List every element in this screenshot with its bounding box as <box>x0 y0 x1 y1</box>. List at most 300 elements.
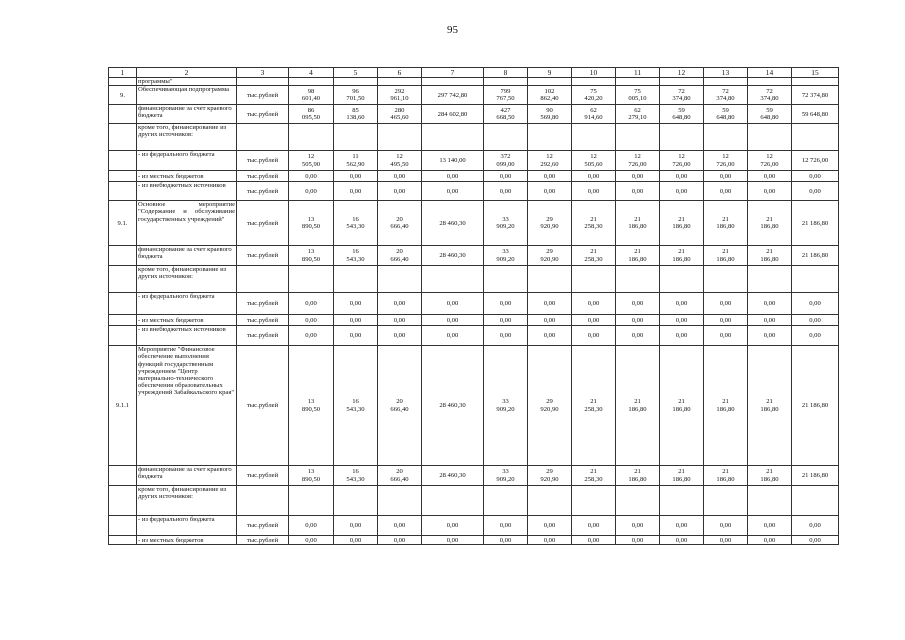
row-name: Основное мероприятие "Содержание и обслуживание государственных учреждений" <box>137 201 237 246</box>
value-pair <box>672 153 690 168</box>
value-cell <box>748 246 792 266</box>
value-part: 21 <box>722 398 729 406</box>
value-part: 21 <box>590 215 597 223</box>
value-part: 258,30 <box>584 475 603 483</box>
row-number <box>109 171 137 182</box>
value-part: 186,80 <box>716 223 735 231</box>
value-part: 59 <box>766 106 773 114</box>
value-pair <box>390 88 408 103</box>
column-number: 13 <box>704 68 748 78</box>
value-cell: 21 186,80 <box>792 246 839 266</box>
value-cell: 0,00 <box>422 315 484 326</box>
value-cell: 0,00 <box>422 171 484 182</box>
value-pair <box>584 107 602 122</box>
value-part: 33 <box>502 468 509 476</box>
value-cell: 0,00 <box>378 182 422 201</box>
value-pair <box>540 153 558 168</box>
value-cell <box>528 105 572 124</box>
value-part: 666,40 <box>390 405 409 413</box>
value-cell: 0,00 <box>660 171 704 182</box>
value-cell <box>484 124 528 151</box>
value-cell <box>704 151 748 171</box>
value-pair <box>716 88 734 103</box>
value-pair <box>540 107 558 122</box>
value-cell <box>422 486 484 516</box>
value-part: 12 <box>590 153 597 161</box>
value-cell <box>748 346 792 466</box>
column-number: 10 <box>572 68 616 78</box>
value-part: 920,90 <box>540 475 559 483</box>
row-number <box>109 486 137 516</box>
value-part: 13 <box>307 248 315 256</box>
value-cell <box>289 105 334 124</box>
value-part: 258,30 <box>584 255 603 263</box>
column-number: 9 <box>528 68 572 78</box>
value-part: 648,80 <box>716 114 735 122</box>
row-unit: тыс.рублей <box>237 315 289 326</box>
value-part: 12 <box>766 153 773 161</box>
value-part: 186,80 <box>716 255 735 263</box>
value-pair <box>302 107 320 122</box>
row-name: кроме того, финансирование из других источников: <box>137 486 237 516</box>
value-part: 29 <box>546 248 553 256</box>
value-cell: 0,00 <box>704 293 748 315</box>
row-number <box>109 151 137 171</box>
value-pair <box>302 468 320 483</box>
value-cell <box>748 201 792 246</box>
value-pair <box>760 88 778 103</box>
value-cell: 0,00 <box>484 516 528 536</box>
row-name: финансирование за счет краевого бюджета <box>137 466 237 486</box>
row-name: - из федерального бюджета <box>137 516 237 536</box>
value-pair <box>584 468 602 483</box>
page-number: 95 <box>447 24 458 36</box>
value-part: 75 <box>634 87 641 95</box>
table-row <box>109 346 839 466</box>
value-cell <box>289 124 334 151</box>
value-part: 59 <box>722 106 729 114</box>
value-pair <box>716 398 734 413</box>
value-cell: 0,00 <box>616 326 660 346</box>
value-cell: 0,00 <box>289 536 334 545</box>
value-cell: 0,00 <box>484 315 528 326</box>
value-cell <box>748 466 792 486</box>
row-name: Обеспечивающая подпрограмма <box>137 86 237 105</box>
value-pair <box>496 248 514 263</box>
value-part: 29 <box>546 398 553 406</box>
value-part: 21 <box>634 248 641 256</box>
value-part: 21 <box>766 468 773 476</box>
value-part: 33 <box>502 248 509 256</box>
value-cell: 0,00 <box>334 326 378 346</box>
value-pair <box>346 248 364 263</box>
value-part: 12 <box>722 153 729 161</box>
value-part: 21 <box>634 468 641 476</box>
value-cell <box>704 124 748 151</box>
value-part: 909,20 <box>496 405 515 413</box>
value-part: 374,80 <box>716 95 735 103</box>
table-row <box>109 315 839 326</box>
column-number: 7 <box>422 68 484 78</box>
value-cell: 72 374,80 <box>792 86 839 105</box>
value-cell <box>289 86 334 105</box>
value-cell <box>792 78 839 86</box>
value-cell <box>616 105 660 124</box>
value-cell <box>572 105 616 124</box>
value-part: 186,80 <box>716 475 735 483</box>
value-pair <box>584 398 602 413</box>
value-part: 495,50 <box>390 160 409 168</box>
value-part: 374,80 <box>760 95 779 103</box>
value-cell <box>572 151 616 171</box>
value-pair <box>760 248 778 263</box>
value-cell: 0,00 <box>572 326 616 346</box>
column-number-row <box>109 68 839 78</box>
value-part: 890,50 <box>301 255 321 263</box>
value-pair <box>760 107 778 122</box>
value-part: 16 <box>352 468 359 476</box>
value-cell <box>704 105 748 124</box>
value-cell <box>660 151 704 171</box>
value-part: 12 <box>634 153 641 161</box>
value-cell <box>378 201 422 246</box>
value-cell <box>334 78 378 86</box>
value-part: 186,80 <box>760 475 779 483</box>
value-pair <box>628 248 646 263</box>
value-part: 20 <box>396 468 403 476</box>
value-part: 21 <box>722 468 729 476</box>
value-part: 29 <box>546 215 553 223</box>
value-cell: 0,00 <box>792 293 839 315</box>
value-pair <box>584 248 602 263</box>
value-part: 726,00 <box>628 160 647 168</box>
value-cell <box>334 86 378 105</box>
value-part: 21 <box>634 215 641 223</box>
row-name: Мероприятие "Финансовое обеспечение выполнения функций государственным учреждением "Центр материально-технического обеспечения образовательных учреждений Забайкальского края" <box>137 346 237 466</box>
value-cell <box>334 486 378 516</box>
value-cell: 0,00 <box>748 536 792 545</box>
value-cell: 0,00 <box>792 516 839 536</box>
value-cell: 0,00 <box>572 516 616 536</box>
value-cell <box>704 201 748 246</box>
value-cell <box>528 346 572 466</box>
value-pair <box>628 216 646 231</box>
value-part: 85 <box>352 106 359 114</box>
value-cell: 28 460,30 <box>422 201 484 246</box>
value-part: 186,80 <box>760 405 779 413</box>
value-cell <box>484 105 528 124</box>
value-cell <box>289 466 334 486</box>
value-part: 21 <box>678 398 685 406</box>
table-row <box>109 466 839 486</box>
value-pair <box>390 248 408 263</box>
row-number <box>109 315 137 326</box>
row-unit: тыс.рублей <box>237 171 289 182</box>
value-part: 862,40 <box>540 95 559 103</box>
value-part: 666,40 <box>390 475 409 483</box>
value-part: 186,80 <box>672 255 691 263</box>
value-part: 569,80 <box>540 114 559 122</box>
value-part: 909,20 <box>496 223 515 231</box>
value-part: 961,10 <box>390 95 409 103</box>
value-cell <box>334 466 378 486</box>
row-unit: тыс.рублей <box>237 326 289 346</box>
value-cell <box>616 246 660 266</box>
value-cell: 0,00 <box>422 536 484 545</box>
value-cell <box>660 346 704 466</box>
value-part: 186,80 <box>628 223 647 231</box>
value-pair <box>496 468 514 483</box>
value-part: 16 <box>352 398 359 406</box>
value-cell: 0,00 <box>289 293 334 315</box>
row-number: 9.1. <box>109 201 137 246</box>
value-part: 726,00 <box>716 160 735 168</box>
value-pair <box>628 153 646 168</box>
value-pair <box>496 88 514 103</box>
value-part: 21 <box>766 248 773 256</box>
value-part: 138,60 <box>346 114 365 122</box>
value-part: 72 <box>722 87 729 95</box>
value-part: 427 <box>500 106 511 114</box>
value-cell: 0,00 <box>704 315 748 326</box>
value-part: 279,10 <box>628 114 647 122</box>
row-unit <box>237 78 289 86</box>
value-part: 13 <box>307 398 315 406</box>
table-row <box>109 182 839 201</box>
value-part: 20 <box>396 248 403 256</box>
row-number <box>109 105 137 124</box>
column-number: 5 <box>334 68 378 78</box>
value-part: 505,90 <box>301 160 321 168</box>
value-cell <box>484 151 528 171</box>
value-part: 543,30 <box>346 405 365 413</box>
value-cell: 0,00 <box>378 171 422 182</box>
row-unit: тыс.рублей <box>237 105 289 124</box>
value-cell <box>572 466 616 486</box>
value-cell: 0,00 <box>334 171 378 182</box>
value-cell: 13 140,00 <box>422 151 484 171</box>
value-cell: 0,00 <box>660 182 704 201</box>
row-unit: тыс.рублей <box>237 293 289 315</box>
value-cell: 59 648,80 <box>792 105 839 124</box>
value-cell <box>378 151 422 171</box>
value-part: 601,40 <box>301 95 321 103</box>
value-cell: 0,00 <box>422 293 484 315</box>
row-number: 9. <box>109 86 137 105</box>
row-number <box>109 516 137 536</box>
value-cell <box>572 266 616 293</box>
row-number <box>109 182 137 201</box>
table-row <box>109 151 839 171</box>
value-part: 21 <box>766 398 773 406</box>
column-number: 3 <box>237 68 289 78</box>
value-part: 16 <box>352 215 359 223</box>
value-cell: 0,00 <box>528 315 572 326</box>
value-part: 72 <box>766 87 773 95</box>
value-pair <box>346 468 364 483</box>
value-pair <box>716 468 734 483</box>
value-pair <box>390 107 408 122</box>
value-cell: 0,00 <box>660 293 704 315</box>
value-cell: 0,00 <box>289 516 334 536</box>
value-cell: 0,00 <box>289 182 334 201</box>
value-part: 258,30 <box>584 223 603 231</box>
value-pair <box>760 398 778 413</box>
value-cell <box>484 346 528 466</box>
value-cell <box>334 346 378 466</box>
value-cell: 0,00 <box>528 293 572 315</box>
value-pair <box>496 153 514 168</box>
value-cell: 0,00 <box>572 536 616 545</box>
value-cell: 0,00 <box>704 536 748 545</box>
value-cell: 0,00 <box>378 516 422 536</box>
value-cell <box>334 201 378 246</box>
value-cell: 0,00 <box>792 315 839 326</box>
value-part: 20 <box>396 398 403 406</box>
value-part: 914,60 <box>584 114 603 122</box>
value-cell <box>748 86 792 105</box>
value-part: 72 <box>678 87 685 95</box>
value-cell: 21 186,80 <box>792 201 839 246</box>
column-number: 2 <box>137 68 237 78</box>
value-part: 98 <box>307 87 315 95</box>
value-pair <box>390 468 408 483</box>
value-cell <box>378 346 422 466</box>
value-cell <box>289 246 334 266</box>
table-row <box>109 171 839 182</box>
column-number: 11 <box>616 68 660 78</box>
value-part: 543,30 <box>346 475 365 483</box>
value-part: 920,90 <box>540 255 559 263</box>
value-pair <box>496 216 514 231</box>
value-cell <box>616 151 660 171</box>
value-part: 668,50 <box>496 114 515 122</box>
value-part: 005,10 <box>628 95 647 103</box>
value-cell: 0,00 <box>616 516 660 536</box>
table-row <box>109 293 839 315</box>
row-number <box>109 536 137 545</box>
row-name: кроме того, финансирование из других источников: <box>137 266 237 293</box>
value-part: 11 <box>352 153 359 161</box>
value-pair <box>302 88 320 103</box>
table-row <box>109 266 839 293</box>
row-number <box>109 266 137 293</box>
table-row <box>109 78 839 86</box>
value-cell <box>378 78 422 86</box>
value-part: 701,50 <box>346 95 365 103</box>
table-row <box>109 516 839 536</box>
row-number <box>109 78 137 86</box>
value-pair <box>760 216 778 231</box>
value-part: 13 <box>307 468 315 476</box>
value-cell <box>528 266 572 293</box>
value-part: 543,30 <box>346 255 365 263</box>
value-part: 21 <box>590 468 597 476</box>
value-part: 102 <box>544 87 555 95</box>
row-name: - из федерального бюджета <box>137 293 237 315</box>
value-cell <box>704 266 748 293</box>
value-cell: 0,00 <box>748 326 792 346</box>
value-part: 186,80 <box>628 405 647 413</box>
value-cell <box>616 78 660 86</box>
value-part: 890,50 <box>301 405 321 413</box>
value-cell: 0,00 <box>748 516 792 536</box>
column-number: 4 <box>289 68 334 78</box>
value-part: 095,50 <box>301 114 321 122</box>
value-cell <box>334 246 378 266</box>
value-pair <box>628 398 646 413</box>
value-cell: 0,00 <box>792 182 839 201</box>
value-part: 62 <box>590 106 597 114</box>
value-cell <box>660 78 704 86</box>
value-pair <box>716 153 734 168</box>
value-cell: 0,00 <box>572 293 616 315</box>
value-cell <box>616 124 660 151</box>
value-pair <box>672 398 690 413</box>
row-unit <box>237 124 289 151</box>
value-cell: 0,00 <box>422 326 484 346</box>
value-cell: 0,00 <box>422 182 484 201</box>
value-cell <box>572 86 616 105</box>
value-cell <box>748 124 792 151</box>
value-cell <box>660 124 704 151</box>
value-part: 13 <box>307 215 315 223</box>
value-part: 767,50 <box>496 95 515 103</box>
value-cell <box>616 486 660 516</box>
value-cell <box>792 124 839 151</box>
value-part: 21 <box>590 248 597 256</box>
value-part: 21 <box>722 248 729 256</box>
value-pair <box>390 398 408 413</box>
value-cell <box>378 466 422 486</box>
value-cell <box>704 86 748 105</box>
value-cell: 0,00 <box>616 315 660 326</box>
value-part: 21 <box>766 215 773 223</box>
value-part: 29 <box>546 468 553 476</box>
value-pair <box>390 153 408 168</box>
row-number <box>109 293 137 315</box>
value-cell <box>704 486 748 516</box>
value-cell <box>528 486 572 516</box>
value-cell <box>660 466 704 486</box>
value-cell <box>660 246 704 266</box>
value-cell <box>792 486 839 516</box>
value-part: 186,80 <box>672 223 691 231</box>
value-part: 33 <box>502 215 509 223</box>
value-cell: 0,00 <box>660 536 704 545</box>
value-pair <box>346 398 364 413</box>
value-cell: 284 602,80 <box>422 105 484 124</box>
value-cell: 0,00 <box>748 293 792 315</box>
column-number: 15 <box>792 68 839 78</box>
value-pair <box>302 216 320 231</box>
value-cell: 0,00 <box>528 326 572 346</box>
value-pair <box>716 107 734 122</box>
value-cell: 0,00 <box>289 171 334 182</box>
value-cell <box>289 151 334 171</box>
value-cell: 0,00 <box>792 326 839 346</box>
value-pair <box>540 88 558 103</box>
table-row <box>109 201 839 246</box>
value-part: 186,80 <box>760 255 779 263</box>
value-cell: 0,00 <box>484 326 528 346</box>
value-cell <box>528 201 572 246</box>
value-part: 86 <box>307 106 315 114</box>
row-unit <box>237 486 289 516</box>
value-pair <box>672 88 690 103</box>
value-cell: 0,00 <box>616 171 660 182</box>
value-part: 21 <box>722 215 729 223</box>
